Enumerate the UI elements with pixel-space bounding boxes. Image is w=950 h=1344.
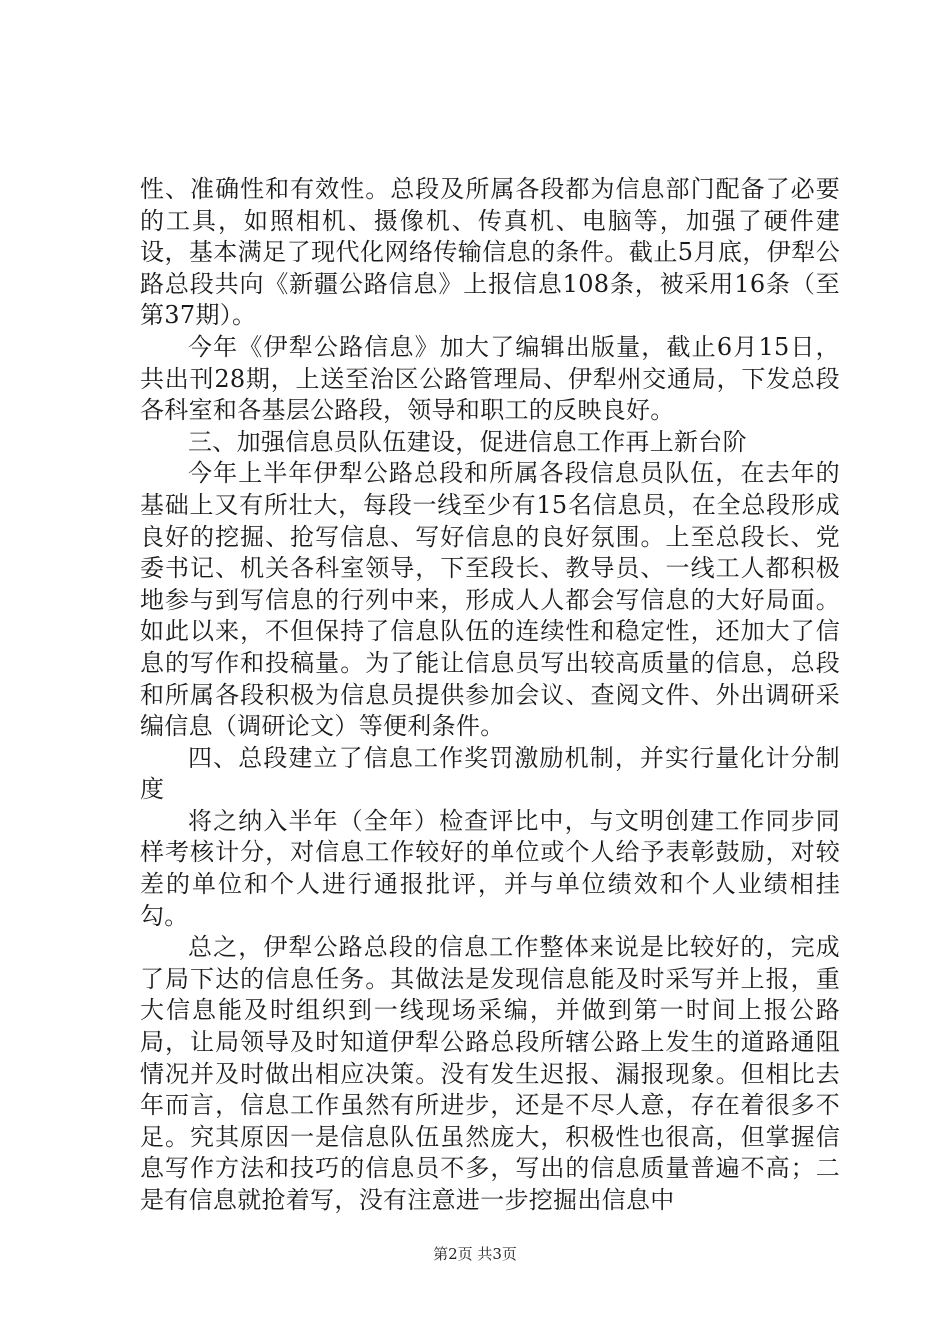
page-number: 第2页 共3页 xyxy=(433,1245,517,1263)
section-heading-3: 三、加强信息员队伍建设，促进信息工作再上新台阶 xyxy=(188,427,747,456)
paragraph-publication: 今年《伊犁公路信息》加大了编辑出版量，截止6月15日，共出刊28期，上送至治区公路管理局、伊犁州交通局，下发总段各科室和各基层公路段，领导和职工的反映良好。 xyxy=(140,332,840,425)
section-heading-4: 四、总段建立了信息工作奖罚激励机制，并实行量化计分制度 xyxy=(140,743,840,804)
paragraph-summary: 总之，伊犁公路总段的信息工作整体来说是比较好的，完成了局下达的信息任务。其做法是发现信息能及时采写并上报，重大信息能及时组织到一线现场采编，并做到第一时间上报公路局，让局领导及时知道伊犁公路总段所辖公路上发生的道路通阻情况并及时做出相应决策。没有发生迟报、漏报现象。但相比去年而言，信息工作虽然有所进步，还是不尽人意，存在着很多不足。究其原因一是信息队伍虽然庞大，积极性也很高，但掌握信息写作方法和技巧的信息员不多，写出的信息质量普遍不高；二是有信息就抢着写，没有注意进一步挖掘出信息中 xyxy=(140,933,840,1214)
paragraph-team-building: 今年上半年伊犁公路总段和所属各段信息员队伍，在去年的基础上又有所壮大，每段一线至少有15名信息员，在全总段形成良好的挖掘、抢写信息、写好信息的良好氛围。上至总段长、党委书记、机关各科室领导，下至段长、教导员、一线工人都积极地参与到写信息的行列中来，形成人人都会写信息的大好局面。如此以来，不但保持了信息队伍的连续性和稳定性，还加大了信息的写作和投稿量。为了能让信息员写出较高质量的信息，总段和所属各段积极为信息员提供参加会议、查阅文件、外出调研采编信息（调研论文）等便利条件。 xyxy=(140,459,840,741)
document-body xyxy=(140,174,840,1217)
paragraph-continuation: 性、准确性和有效性。总段及所属各段都为信息部门配备了必要的工具，如照相机、摄像机、传真机、电脑等，加强了硬件建设，基本满足了现代化网络传输信息的条件。截止5月底，伊犁公路总段共向《新疆公路信息》上报信息108条，被采用16条（至第37期）。 xyxy=(140,175,840,330)
paragraph-incentives: 将之纳入半年（全年）检查评比中，与文明创建工作同步同样考核计分，对信息工作较好的单位或个人给予表彰鼓励，对较差的单位和个人进行通报批评，并与单位绩效和个人业绩相挂勾。 xyxy=(140,806,840,930)
